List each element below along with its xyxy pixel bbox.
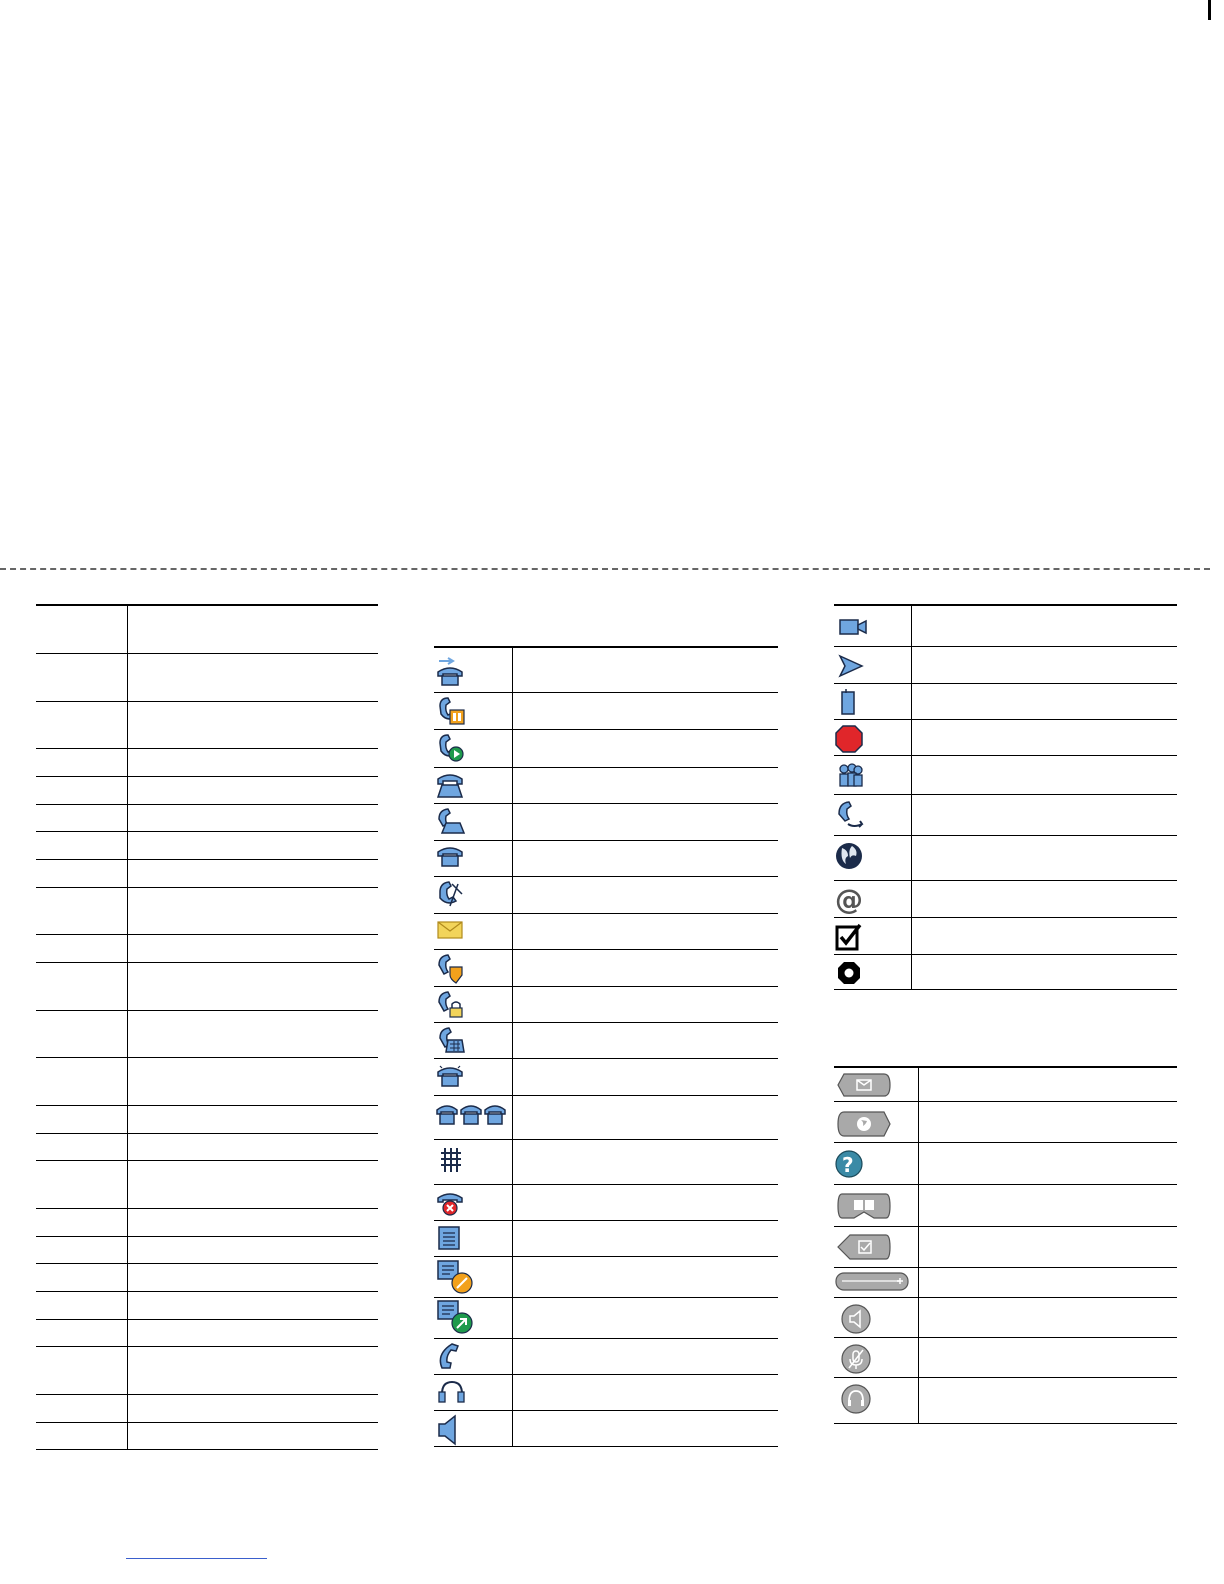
hold-icon [436, 696, 466, 726]
table-row-rule [36, 1105, 378, 1106]
directories-button-icon [836, 1190, 892, 1222]
table-row-rule [36, 1057, 378, 1058]
volume-button-icon [834, 1270, 910, 1294]
table-row-rule [36, 934, 378, 935]
headset-button-icon [840, 1383, 872, 1415]
stop-icon [834, 724, 864, 754]
table-row-rule [434, 1297, 778, 1298]
table-row-rule [434, 1220, 778, 1221]
svg-text:?: ? [842, 1153, 854, 1177]
transfer-call-icon [836, 800, 868, 832]
table-row-rule [36, 962, 378, 963]
table-row-rule [36, 748, 378, 749]
table-row-rule [834, 1101, 1177, 1102]
checkbox-icon [834, 921, 864, 953]
table-row-rule [36, 1394, 378, 1395]
messages-button-icon [836, 1071, 892, 1099]
conference-icon [836, 762, 866, 790]
settings-button-icon [836, 1231, 892, 1263]
table-row-rule [834, 1184, 1177, 1185]
service-alert-icon [436, 1259, 476, 1297]
at-sign-icon [834, 884, 864, 916]
table-row-rule [834, 1066, 1177, 1068]
svg-text:@: @ [835, 884, 863, 916]
table-row-rule [36, 1422, 378, 1423]
table-row-rule [834, 989, 1177, 990]
help-button-icon [834, 1149, 866, 1181]
table-row-rule [834, 1297, 1177, 1298]
mute-button-icon [840, 1343, 872, 1375]
table-row-rule [434, 1338, 778, 1339]
authenticated-call-icon [436, 953, 466, 985]
encrypted-call-icon [436, 990, 466, 1020]
table-row-rule [434, 949, 778, 950]
table-row-rule [434, 767, 778, 768]
message-icon [436, 918, 466, 944]
table-row-rule [834, 604, 1177, 606]
fold-line [0, 568, 1210, 570]
table-row-rule [36, 653, 378, 654]
option-icon [836, 960, 864, 986]
table-row-rule [36, 887, 378, 888]
service-link-icon [436, 1299, 476, 1337]
table-row-rule [434, 986, 778, 987]
table-row-rule [36, 776, 378, 777]
handset-icon [436, 1342, 466, 1372]
ringing-phone-icon [436, 1062, 466, 1092]
table-row-rule [434, 1410, 778, 1411]
table-row-rule [36, 1236, 378, 1237]
table-row-rule [834, 835, 1177, 836]
table-row-rule [434, 840, 778, 841]
table-column-rule [918, 1067, 919, 1423]
crop-mark [1208, 0, 1211, 20]
table-row-rule [36, 1449, 378, 1450]
table-row-rule [36, 1319, 378, 1320]
table-row-rule [434, 1058, 778, 1059]
table-row-rule [834, 1142, 1177, 1143]
table-row-rule [36, 1346, 378, 1347]
table-row-rule [36, 1263, 378, 1264]
table-row-rule [434, 913, 778, 914]
table-row-rule [834, 683, 1177, 684]
table-row-rule [434, 729, 778, 730]
table-row-rule [834, 880, 1177, 881]
table-row-rule [834, 794, 1177, 795]
table-row-rule [36, 831, 378, 832]
table-row-rule [36, 1208, 378, 1209]
call-forward-icon [436, 656, 466, 688]
table-row-rule [36, 604, 378, 606]
table-row-rule [434, 1139, 778, 1140]
table-row-rule [36, 1160, 378, 1161]
table-row-rule [434, 1022, 778, 1023]
table-row-rule [834, 719, 1177, 720]
table-row-rule [834, 755, 1177, 756]
table-row-rule [834, 1423, 1177, 1424]
services-button-icon [836, 1108, 892, 1140]
table-row-rule [36, 701, 378, 702]
table-row-rule [434, 1184, 778, 1185]
globe-icon [834, 841, 866, 873]
idle-phone-icon [436, 844, 466, 872]
table-row-rule [834, 917, 1177, 918]
table-row-rule [36, 804, 378, 805]
off-hook-icon [436, 807, 466, 837]
table-row-rule [36, 859, 378, 860]
video-camera-icon [838, 614, 870, 640]
table-row-rule [834, 954, 1177, 955]
keypad-icon [436, 1145, 466, 1175]
table-row-rule [36, 1010, 378, 1011]
remote-in-use-icon [436, 880, 466, 910]
table-row-rule [36, 1291, 378, 1292]
table-row-rule [36, 1133, 378, 1134]
selected-arrow-icon [838, 652, 868, 680]
table-row-rule [434, 803, 778, 804]
table-row-rule [434, 692, 778, 693]
do-not-disturb-icon [436, 1188, 466, 1218]
shared-line-icon [436, 1026, 466, 1056]
on-hook-icon [436, 771, 466, 801]
table-row-rule [434, 646, 778, 648]
table-row-rule [834, 1267, 1177, 1268]
directory-icon [436, 1224, 466, 1252]
table-row-rule [834, 1226, 1177, 1227]
table-row-rule [834, 1337, 1177, 1338]
table-row-rule [434, 1374, 778, 1375]
headset-icon [436, 1378, 466, 1408]
table-column-rule [911, 605, 912, 989]
speaker-button-icon [840, 1303, 872, 1335]
table-row-rule [834, 1377, 1177, 1378]
mobile-phone-icon [838, 688, 862, 718]
table-column-rule [127, 605, 128, 1449]
table-row-rule [434, 1256, 778, 1257]
speaker-icon [436, 1414, 466, 1446]
footer-link-underline[interactable] [126, 1558, 267, 1559]
table-row-rule [434, 1095, 778, 1096]
resume-icon [436, 733, 466, 763]
table-row-rule [834, 646, 1177, 647]
multiple-phones-icon [436, 1100, 508, 1130]
table-row-rule [434, 1446, 778, 1447]
table-row-rule [434, 876, 778, 877]
